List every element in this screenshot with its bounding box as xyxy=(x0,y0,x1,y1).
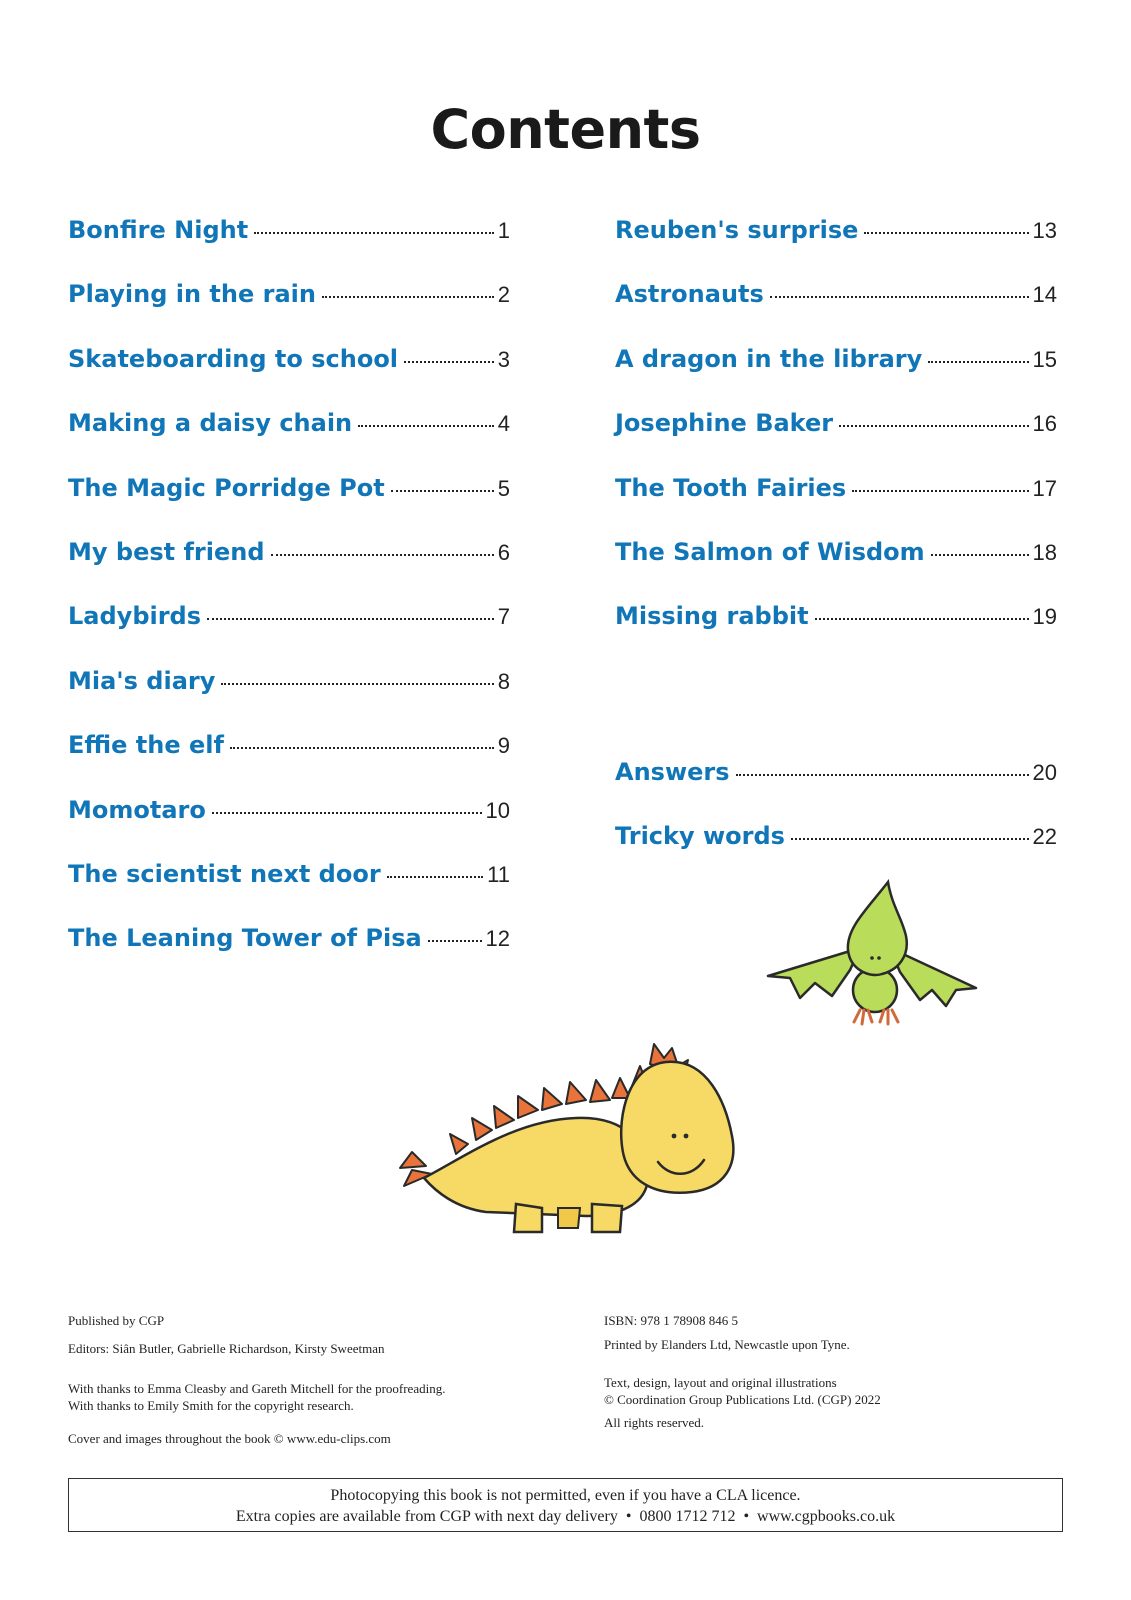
toc-dot-leader xyxy=(852,490,1028,492)
toc-dot-leader xyxy=(391,490,494,492)
toc-entry[interactable] xyxy=(68,538,510,602)
toc-entry-page: 13 xyxy=(1032,218,1057,243)
toc-entry-page: 15 xyxy=(1032,346,1057,372)
toc-entry-page: 1 xyxy=(497,218,510,243)
toc-entry[interactable] xyxy=(615,345,1057,409)
toc-entry-page: 8 xyxy=(497,668,510,694)
toc-entry[interactable] xyxy=(68,345,510,409)
toc-entry[interactable] xyxy=(68,796,510,860)
credit-printer: Printed by Elanders Ltd, Newcastle upon Tyne. xyxy=(604,1337,850,1352)
credit-editors: Editors: Siân Butler, Gabrielle Richardson, Kirsty Sweetman xyxy=(68,1341,385,1356)
toc-entry-title: Effie the elf xyxy=(68,731,224,760)
toc-dot-leader xyxy=(358,425,494,427)
toc-entry[interactable] xyxy=(615,280,1057,344)
toc-entry[interactable] xyxy=(68,667,510,731)
toc-dot-leader xyxy=(928,361,1028,363)
toc-entry[interactable] xyxy=(615,474,1057,538)
toc-dot-leader xyxy=(221,683,493,685)
credit-isbn: ISBN: 978 1 78908 846 5 xyxy=(604,1313,738,1328)
toc-dot-leader xyxy=(736,774,1029,776)
toc-entry-title: The Leaning Tower of Pisa xyxy=(68,924,422,953)
toc-dot-leader xyxy=(387,876,483,878)
toc-dot-leader xyxy=(271,554,494,556)
toc-entry-title: Missing rabbit xyxy=(615,602,809,631)
toc-entry-page: 20 xyxy=(1032,760,1057,785)
toc-entry-title: The Magic Porridge Pot xyxy=(68,473,385,502)
dinosaur-illustration xyxy=(396,1036,746,1236)
toc-entry-title: My best friend xyxy=(68,537,265,566)
toc-entry[interactable] xyxy=(615,758,1057,822)
toc-dot-leader xyxy=(404,361,494,363)
toc-dot-leader xyxy=(791,838,1029,840)
credit-text-design: Text, design, layout and original illustrations xyxy=(604,1375,837,1390)
notice-line-1: Photocopying this book is not permitted, even if you have a CLA licence. xyxy=(330,1487,801,1504)
toc-entry-title: Ladybirds xyxy=(68,602,202,631)
toc-entry-title: The Tooth Fairies xyxy=(615,473,847,502)
toc-entry[interactable] xyxy=(615,409,1057,473)
toc-entry-page: 3 xyxy=(497,346,510,372)
toc-entry-page: 12 xyxy=(485,926,510,952)
toc-dot-leader xyxy=(864,232,1028,234)
toc-entry-page: 17 xyxy=(1032,475,1057,501)
toc-entry-title: The Salmon of Wisdom xyxy=(615,537,925,566)
toc-entry-title: Josephine Baker xyxy=(615,409,834,438)
toc-entry-title: Bonfire Night xyxy=(68,216,249,244)
toc-entry-page: 2 xyxy=(497,282,510,308)
toc-right-column xyxy=(615,216,1057,667)
toc-entry-title: Making a daisy chain xyxy=(68,409,353,438)
toc-right-appendix xyxy=(615,758,1057,887)
toc-entry[interactable] xyxy=(68,860,510,924)
toc-dot-leader xyxy=(322,296,494,298)
toc-entry-page: 4 xyxy=(497,411,510,437)
toc-dot-leader xyxy=(428,940,482,942)
toc-entry-title: Tricky words xyxy=(615,822,785,851)
credit-thanks-research: With thanks to Emily Smith for the copyright research. xyxy=(68,1398,354,1413)
page-title: Contents xyxy=(430,98,701,161)
credit-thanks-proofreading: With thanks to Emma Cleasby and Gareth Mitchell for the proofreading. xyxy=(68,1381,446,1396)
toc-entry-page: 6 xyxy=(497,539,510,565)
toc-entry-title: A dragon in the library xyxy=(615,344,923,373)
toc-dot-leader xyxy=(254,232,494,234)
toc-entry-page: 10 xyxy=(485,797,510,823)
toc-entry-page: 19 xyxy=(1032,604,1057,630)
toc-entry-page: 11 xyxy=(487,861,510,887)
toc-left-column xyxy=(68,216,510,989)
toc-entry-title: Answers xyxy=(615,758,730,786)
toc-entry-page: 5 xyxy=(497,475,510,501)
toc-entry[interactable] xyxy=(68,731,510,795)
toc-entry-title: Skateboarding to school xyxy=(68,344,399,373)
toc-entry-page: 18 xyxy=(1032,539,1057,565)
toc-entry-title: The scientist next door xyxy=(68,859,381,888)
toc-entry[interactable] xyxy=(68,924,510,988)
toc-dot-leader xyxy=(207,618,494,620)
credit-copyright: © Coordination Group Publications Ltd. (CGP) 2022 xyxy=(604,1392,881,1407)
credit-published: Published by CGP xyxy=(68,1313,165,1328)
toc-entry-page: 16 xyxy=(1032,411,1057,437)
toc-entry-title: Reuben's surprise xyxy=(615,216,859,244)
toc-entry-page: 14 xyxy=(1032,282,1057,308)
photocopy-notice-box xyxy=(68,1478,1063,1532)
pterodactyl-illustration xyxy=(760,878,982,1028)
toc-dot-leader xyxy=(931,554,1029,556)
toc-dot-leader xyxy=(839,425,1028,427)
toc-entry-title: Mia's diary xyxy=(68,666,216,695)
toc-entry-page: 22 xyxy=(1032,824,1057,850)
toc-dot-leader xyxy=(212,812,482,814)
toc-entry[interactable] xyxy=(68,280,510,344)
toc-entry[interactable] xyxy=(615,602,1057,666)
toc-entry-page: 9 xyxy=(497,733,510,759)
toc-entry[interactable] xyxy=(68,602,510,666)
toc-entry-page: 7 xyxy=(497,604,510,630)
toc-entry[interactable] xyxy=(68,216,510,280)
notice-line-2: Extra copies are available from CGP with next day delivery • 0800 1712 712 • www.cgpbooks.co.uk xyxy=(235,1508,896,1525)
toc-dot-leader xyxy=(770,296,1029,298)
toc-entry-title: Astronauts xyxy=(615,280,764,309)
credit-cover-images: Cover and images throughout the book © www.edu-clips.com xyxy=(68,1431,391,1446)
toc-dot-leader xyxy=(230,747,494,749)
credit-rights: All rights reserved. xyxy=(604,1415,705,1430)
toc-entry-title: Momotaro xyxy=(68,795,206,824)
toc-entry-title: Playing in the rain xyxy=(68,280,316,309)
toc-entry[interactable] xyxy=(615,216,1057,280)
toc-dot-leader xyxy=(815,618,1029,620)
toc-entry[interactable] xyxy=(68,409,510,473)
toc-entry[interactable] xyxy=(68,474,510,538)
toc-entry[interactable] xyxy=(615,538,1057,602)
